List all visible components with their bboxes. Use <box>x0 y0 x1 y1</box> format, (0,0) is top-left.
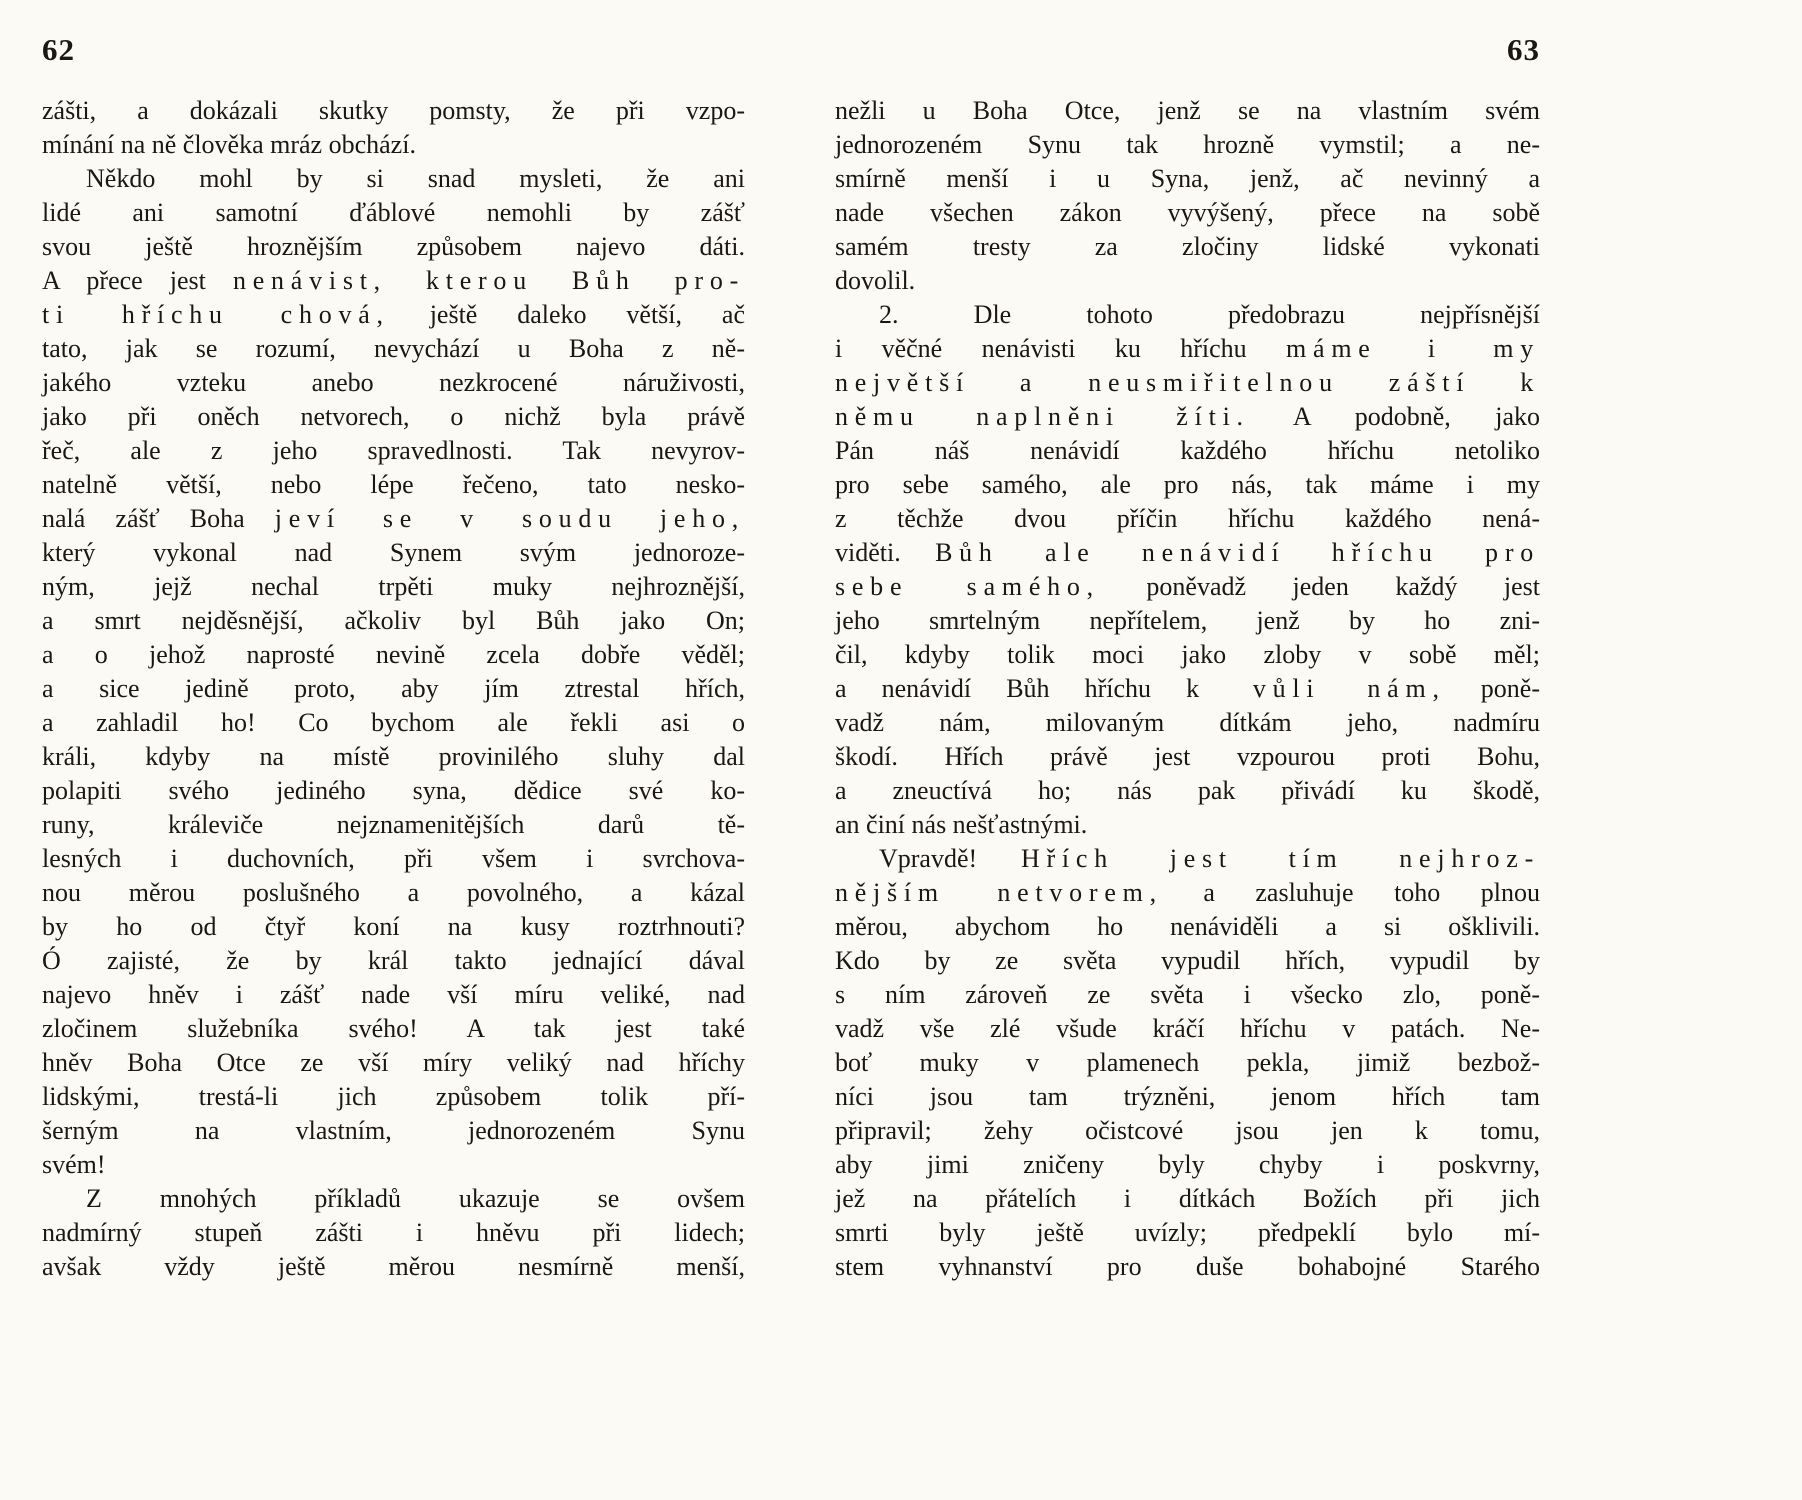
emphasized-letterspaced-text: jeví se v soudu jeho, <box>274 504 745 533</box>
text-line <box>835 604 1540 638</box>
text-line <box>835 332 1540 366</box>
text-line <box>42 468 745 502</box>
text-line <box>835 196 1540 230</box>
text-line <box>835 502 1540 536</box>
page-number-right: 63 <box>1507 32 1540 67</box>
body-text: jeho smrtelným nepřítelem, jenž by ho zni- <box>835 606 1540 635</box>
body-text: svou ještě hroznějším způsobem najevo dáti. <box>42 232 745 261</box>
page-62-text-column <box>42 94 745 1284</box>
text-line <box>835 1080 1540 1114</box>
text-line <box>835 1182 1540 1216</box>
body-text: lidé ani samotní ďáblové nemohli by zášť <box>42 198 745 227</box>
text-line <box>835 774 1540 808</box>
text-line <box>835 128 1540 162</box>
body-text: a zneuctívá ho; nás pak přivádí ku škodě, <box>835 776 1540 805</box>
body-text: ným, jejž nechal trpěti muky nejhroznější, <box>42 572 745 601</box>
body-text: zločinem služebníka svého! A tak jest také <box>42 1014 745 1043</box>
body-text: smrti byly ještě uvízly; předpeklí bylo mí- <box>835 1218 1540 1247</box>
text-line <box>42 910 745 944</box>
emphasized-letterspaced-text: ti hříchu chová, <box>42 300 390 329</box>
text-line <box>42 502 745 536</box>
text-line <box>42 162 745 196</box>
body-text: měrou, abychom ho nenáviděli a si ošklivili. <box>835 912 1540 941</box>
body-text: a zahladil ho! Co bychom ale řekli asi o <box>42 708 745 737</box>
body-text: viděti. <box>835 538 936 567</box>
body-text: nou měrou poslušného a povolného, a kázal <box>42 878 745 907</box>
body-text: 2. Dle tohoto předobrazu nejpřísnější <box>879 300 1540 329</box>
body-text: nade všechen zákon vyvýšený, přece na sobě <box>835 198 1540 227</box>
text-line <box>42 1182 745 1216</box>
emphasized-letterspaced-text: sebe samého, <box>835 572 1100 601</box>
body-text: jednorozeném Synu tak hrozně vymstil; a ne- <box>835 130 1540 159</box>
text-line <box>42 1046 745 1080</box>
text-line <box>42 706 745 740</box>
text-line <box>42 400 745 434</box>
body-text: jako při oněch netvorech, o nichž byla právě <box>42 402 745 431</box>
body-text: čil, kdyby tolik moci jako zloby v sobě měl; <box>835 640 1540 669</box>
body-text: vadž nám, milovaným dítkám jeho, nadmíru <box>835 708 1540 737</box>
text-line <box>835 468 1540 502</box>
body-text: A přece jest <box>42 266 233 295</box>
body-text: natelně větší, nebo lépe řečeno, tato nesko- <box>42 470 745 499</box>
text-line <box>835 910 1540 944</box>
text-line <box>835 162 1540 196</box>
text-line <box>42 332 745 366</box>
body-text: připravil; žehy očistcové jsou jen k tomu, <box>835 1116 1540 1145</box>
body-text: najevo hněv i zášť nade vší míru veliké, nad <box>42 980 745 1009</box>
body-text: a nenávidí Bůh hříchu <box>835 674 1187 703</box>
text-line <box>42 944 745 978</box>
text-line <box>42 1216 745 1250</box>
text-line <box>835 808 1540 842</box>
body-text: pro sebe samého, ale pro nás, tak máme i my <box>835 470 1540 499</box>
text-line <box>835 298 1540 332</box>
body-text: s ním zároveň ze světa i všecko zlo, poně- <box>835 980 1540 1009</box>
text-line <box>835 94 1540 128</box>
text-line <box>42 1250 745 1284</box>
text-line <box>42 638 745 672</box>
body-text: svém! <box>42 1150 106 1179</box>
page-number-left: 62 <box>42 32 75 67</box>
text-line <box>42 604 745 638</box>
text-line <box>42 264 745 298</box>
text-line <box>42 196 745 230</box>
body-text: A podobně, jako <box>1249 402 1541 431</box>
body-text: smírně menší i u Syna, jenž, ač nevinný a <box>835 164 1540 193</box>
text-line <box>42 774 745 808</box>
text-line <box>42 1148 745 1182</box>
body-text: an činí nás nešťastnými. <box>835 810 1088 839</box>
text-line <box>42 230 745 264</box>
text-line <box>42 94 745 128</box>
text-line <box>42 876 745 910</box>
body-text: Kdo by ze světa vypudil hřích, vypudil by <box>835 946 1540 975</box>
body-text: aby jimi zničeny byly chyby i poskvrny, <box>835 1150 1540 1179</box>
body-text: lidskými, trestá-li jich způsobem tolik pří- <box>42 1082 745 1111</box>
body-text: mínání na ně člověka mráz obchází. <box>42 130 416 159</box>
text-line <box>42 672 745 706</box>
body-text: poně- <box>1445 674 1540 703</box>
text-line <box>835 536 1540 570</box>
body-text: Z mnohých příkladů ukazuje se ovšem <box>86 1184 745 1213</box>
body-text: i věčné nenávisti ku hříchu <box>835 334 1287 363</box>
page-63-text-column <box>835 94 1540 1284</box>
text-line <box>835 1216 1540 1250</box>
text-line <box>42 434 745 468</box>
emphasized-letterspaced-text: největší a neusmiřitelnou záští k <box>835 368 1540 397</box>
text-line <box>835 706 1540 740</box>
text-line <box>42 1012 745 1046</box>
body-text: zášti, a dokázali skutky pomsty, že při vzpo- <box>42 96 745 125</box>
body-text: a smrt nejděsnější, ačkoliv byl Bůh jako On; <box>42 606 745 635</box>
body-text: a sice jedině proto, aby jím ztrestal hřích, <box>42 674 745 703</box>
text-line <box>42 808 745 842</box>
text-line <box>42 536 745 570</box>
body-text: nadmírný stupeň zášti i hněvu při lidech; <box>42 1218 745 1247</box>
text-line <box>835 1114 1540 1148</box>
body-text: poněvadž jeden každý jest <box>1099 572 1540 601</box>
body-text: tato, jak se rozumí, nevychází u Boha z ně- <box>42 334 745 363</box>
body-text: ještě daleko větší, ač <box>389 300 745 329</box>
text-line <box>42 1080 745 1114</box>
text-line <box>835 944 1540 978</box>
body-text: Někdo mohl by si snad mysleti, že ani <box>86 164 745 193</box>
body-text: samém tresty za zločiny lidské vykonati <box>835 232 1540 261</box>
emphasized-letterspaced-text: Bůh ale nenávidí hříchu pro <box>935 538 1540 567</box>
emphasized-letterspaced-text: nějším netvorem, <box>835 878 1163 907</box>
body-text: škodí. Hřích právě jest vzpourou proti Bohu, <box>835 742 1540 771</box>
emphasized-letterspaced-text: nenávist, kterou Bůh pro- <box>232 266 745 295</box>
body-text: jež na přátelích i dítkách Božích při jich <box>835 1184 1540 1213</box>
emphasized-letterspaced-text: němu naplněni žíti. <box>835 402 1250 431</box>
body-text: dovolil. <box>835 266 916 295</box>
body-text: níci jsou tam trýzněni, jenom hřích tam <box>835 1082 1540 1111</box>
text-line <box>835 366 1540 400</box>
text-line <box>835 400 1540 434</box>
text-line <box>42 570 745 604</box>
text-line <box>835 230 1540 264</box>
body-text: Pán náš nenávidí každého hříchu netoliko <box>835 436 1540 465</box>
body-text: králi, kdyby na místě provinilého sluhy dal <box>42 742 745 771</box>
body-text: boť muky v plamenech pekla, jimiž bezbož- <box>835 1048 1540 1077</box>
text-line <box>42 978 745 1012</box>
body-text: a zasluhuje toho plnou <box>1162 878 1540 907</box>
text-line <box>835 672 1540 706</box>
body-text: by ho od čtyř koní na kusy roztrhnouti? <box>42 912 745 941</box>
text-line <box>835 876 1540 910</box>
text-line <box>835 638 1540 672</box>
text-line <box>42 298 745 332</box>
text-line <box>835 740 1540 774</box>
text-line <box>42 128 745 162</box>
emphasized-letterspaced-text: máme i my <box>1286 334 1541 363</box>
text-line <box>42 842 745 876</box>
text-line <box>835 264 1540 298</box>
body-text: lesných i duchovních, při všem i svrchova- <box>42 844 745 873</box>
body-text: runy, králeviče nejznamenitějších darů tě- <box>42 810 745 839</box>
text-line <box>42 740 745 774</box>
body-text: polapiti svého jediného syna, dědice své ko- <box>42 776 745 805</box>
text-line <box>835 1250 1540 1284</box>
text-line <box>835 570 1540 604</box>
body-text: avšak vždy ještě měrou nesmírně menší, <box>42 1252 745 1281</box>
body-text: jakého vzteku anebo nezkrocené náruživosti, <box>42 368 745 397</box>
body-text: nalá zášť Boha <box>42 504 275 533</box>
body-text: řeč, ale z jeho spravedlnosti. Tak nevyrov- <box>42 436 745 465</box>
body-text: který vykonal nad Synem svým jednoroze- <box>42 538 745 567</box>
text-line <box>42 366 745 400</box>
emphasized-letterspaced-text: Hřích jest tím nejhroz- <box>1020 844 1540 873</box>
body-text: šerným na vlastním, jednorozeném Synu <box>42 1116 745 1145</box>
text-line <box>835 1046 1540 1080</box>
text-line <box>835 842 1540 876</box>
body-text: hněv Boha Otce ze vší míry veliký nad hříchy <box>42 1048 745 1077</box>
text-line <box>835 1148 1540 1182</box>
text-line <box>835 1012 1540 1046</box>
emphasized-letterspaced-text: k vůli nám, <box>1186 674 1446 703</box>
body-text: vadž vše zlé všude kráčí hříchu v patách. Ne- <box>835 1014 1540 1043</box>
text-line <box>835 978 1540 1012</box>
text-line <box>835 434 1540 468</box>
body-text: stem vyhnanství pro duše bohabojné Starého <box>835 1252 1540 1281</box>
body-text: z těchže dvou příčin hříchu každého nená- <box>835 504 1540 533</box>
body-text: nežli u Boha Otce, jenž se na vlastním svém <box>835 96 1540 125</box>
body-text: Vpravdě! <box>879 844 1021 873</box>
text-line <box>42 1114 745 1148</box>
body-text: Ó zajisté, že by král takto jednající dával <box>42 946 745 975</box>
body-text: a o jehož naprosté nevině zcela dobře věděl; <box>42 640 745 669</box>
